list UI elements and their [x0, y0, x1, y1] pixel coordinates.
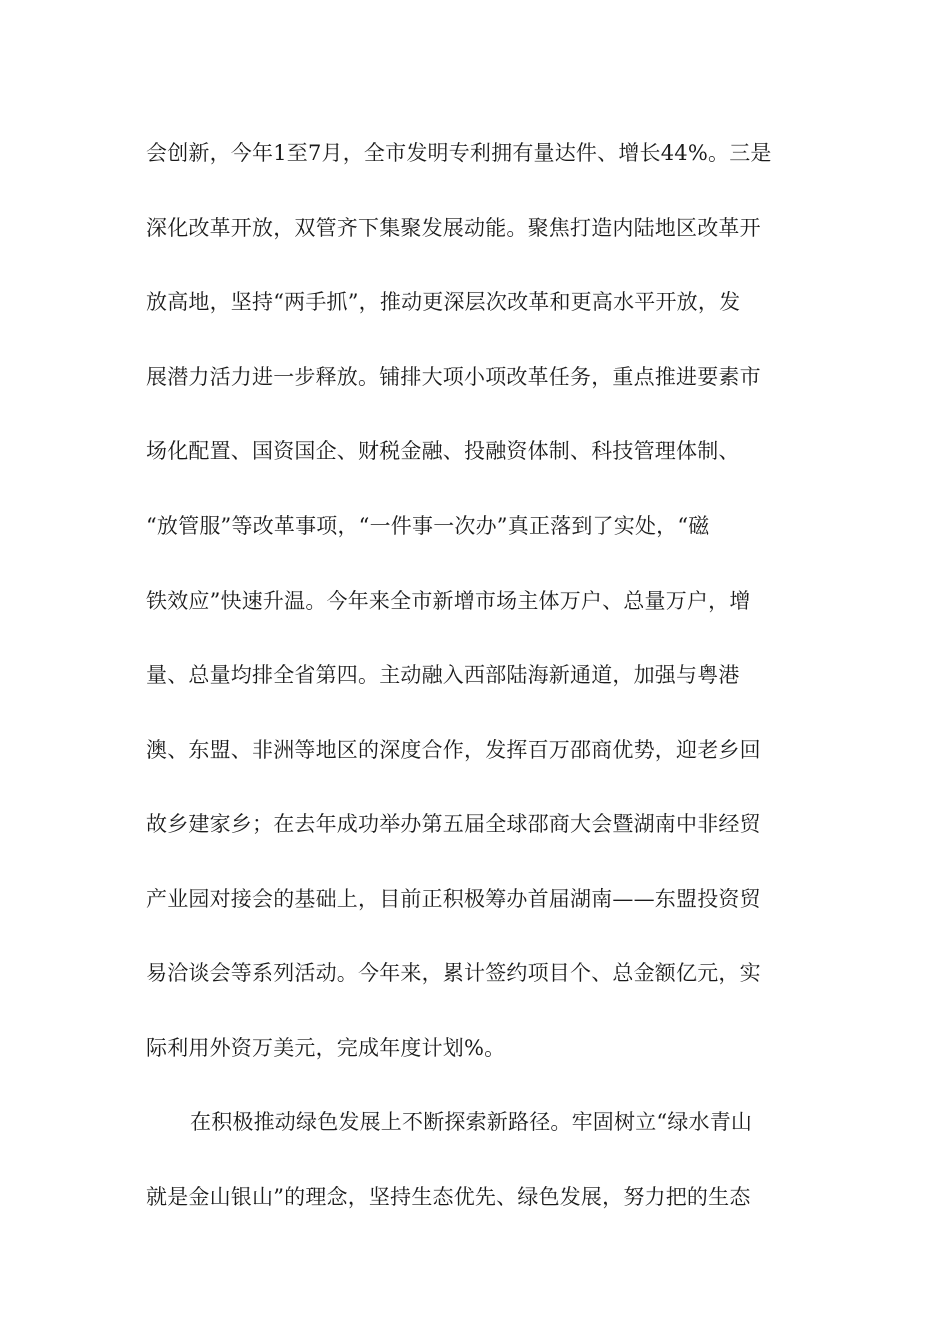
text-line-3: 放高地，坚持“两手抓”，推动更深层次改革和更高水平开放，发 — [146, 290, 741, 314]
text-line-6: “放管服”等改革事项，“一件事一次办”真正落到了实处，“磁 — [146, 514, 710, 538]
text-line-5: 场化配置、国资国企、财税金融、投融资体制、科技管理体制、 — [146, 439, 740, 463]
text-line-15: 就是金山银山”的理念，坚持生态优先、绿色发展，努力把的生态 — [146, 1185, 751, 1209]
text-line-11: 产业园对接会的基础上，目前正积极筹办首届湖南——东盟投资贸 — [146, 887, 761, 911]
text-line-7: 铁效应”快速升温。今年来全市新增市场主体万户、总量万户，增 — [146, 589, 751, 613]
text-line-8: 量、总量均排全省第四。主动融入西部陆海新通道，加强与粤港 — [146, 663, 740, 687]
text-line-1: 会创新，今年1至7月，全市发明专利拥有量达件、增长44%。三是 — [146, 141, 772, 165]
text-line-13: 际利用外资万美元，完成年度计划%。 — [146, 1036, 506, 1060]
text-line-12: 易洽谈会等系列活动。今年来，累计签约项目个、总金额亿元，实 — [146, 961, 761, 985]
text-line-9: 澳、东盟、非洲等地区的深度合作，发挥百万邵商优势，迎老乡回 — [146, 738, 761, 762]
text-line-4: 展潜力活力进一步释放。铺排大项小项改革任务，重点推进要素市 — [146, 365, 761, 389]
text-line-10: 故乡建家乡；在去年成功举办第五届全球邵商大会暨湖南中非经贸 — [146, 812, 761, 836]
paragraph-start-line: 在积极推动绿色发展上不断探索新路径。牢固树立“绿水青山 — [190, 1110, 753, 1134]
text-line-2: 深化改革开放，双管齐下集聚发展动能。聚焦打造内陆地区改革开 — [146, 216, 761, 240]
